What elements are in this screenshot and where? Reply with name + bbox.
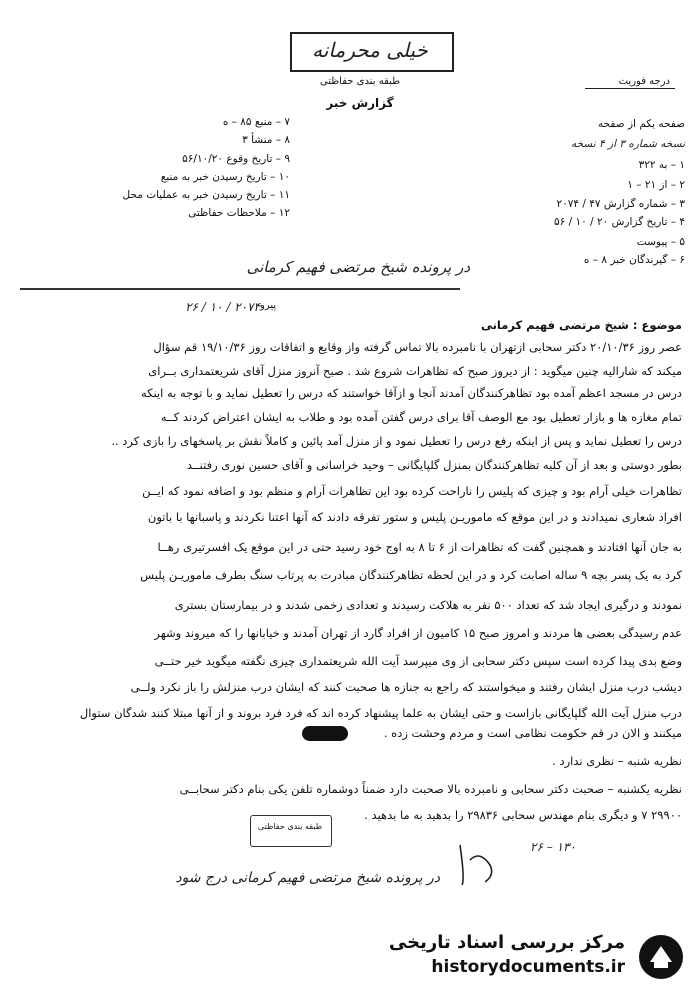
analysis-line: نظریه شنبه – نظری ندارد . [552, 754, 682, 768]
field-attachment: ۵ – پیوست [636, 236, 685, 248]
divider-line [20, 288, 460, 290]
body-line: دیشب درب منزل ایشان رفتند و میخواستند که راجع به جنازه ها صحبت کنند که ایشان درب منزلش را باز نکرد ولــی [130, 680, 682, 694]
handwritten-signature [450, 840, 510, 890]
subject-value: شیخ مرتضی فهیم کرمانی [480, 318, 629, 332]
body-line: بطور دوستی و بعد از آن کلیه تظاهرکنندگان بمنزل گلپایگانی – وحید خراسانی و آقای حسین نوری رفتنــد [186, 458, 682, 472]
field-date-to-source: ۱۰ – تاریخ رسیدن خبر به منبع [160, 171, 290, 183]
field-page: صفحه یکم از صفحه [598, 118, 685, 130]
summary-line: ۲۹۹۰۰ ۷ و دیگری بنام مهندس سحابی ۲۹۸۳۶ را بدهید به ما بدهید . [364, 808, 682, 822]
handwritten-file-note: در پرونده شیخ مرتضی فهیم کرمانی [246, 258, 470, 276]
body-line: عدم رسیدگی بعضی ها مردند و امروز صبح ۱۵ کامیون از افراد گارد از تهران آمدند و خیابانها را که میروند وشهر [154, 626, 682, 640]
field-origin: ۸ – منشأ ۳ [242, 134, 290, 146]
body-line: افراد شعاری نمیدادند و در این موقع که ماموریـن پلیس و ستور تفرقه دادند که آنها اعتنا نکردند و پاسبانها با باتون [147, 510, 682, 524]
field-report-number: ۳ – شماره گزارش ۴۷ / ۲۰۷۴ [556, 198, 685, 210]
archive-url[interactable]: historydocuments.ir [431, 957, 625, 977]
body-line: تمام مغازه ها و بازار تعطیل بود مع الوصف آقا برای درس گفتن آمده بود و طلاب به ایشان اعتراض کردند کــه [160, 410, 682, 424]
handwritten-numbers: ۲۶ – ۱۳۰ [530, 840, 576, 854]
handwritten-footer-note: در پرونده شیخ مرتضی فهیم کرمانی درج شود [175, 870, 440, 886]
urgency-divider [585, 88, 675, 89]
body-line: میکند که شارالیه چنین میگوید : از دیروز صبح که تظاهرات شروع شد . صبح آنروز منزل آقای شریعتمداری بــرای [148, 364, 682, 378]
reference-label: پیرو [260, 300, 277, 311]
redaction-mark [302, 726, 348, 741]
body-line: وضع بدی پیدا کرده است سپس دکتر سحابی از وی میپرسد آیت الله شریعتمداری چیزی نگفته میگوید خیر حتــی [154, 654, 682, 668]
security-class-label: طبقه بندی حفاظتی [319, 76, 401, 87]
body-line: میکنند و الان در قم حکومت نظامی است و مردم وحشت زده . [383, 726, 682, 740]
field-source: ۷ – منبع ۸۵ – ه [222, 116, 290, 128]
classification-stamp-text: خیلی محرمانه [312, 38, 428, 62]
report-title: گزارش خبر [326, 96, 394, 110]
subject-label: موضوع : شیخ مرتضی فهیم کرمانی [480, 318, 682, 332]
field-to: ۱ – به ۳۲۲ [638, 159, 685, 171]
body-line: عصر روز ۲۰/۱۰/۳۶ دکتر سحابی ازتهران با نامبرده بالا تماس گرفته واز وقایع و اتفاقات روز ۱۹/۱۰/۳۶ قم سؤال [153, 340, 682, 354]
body-line: درس در مسجد اعظم آمده بود تظاهرکنندگان آمدند آنجا و ازآقا خواستند که درس را تعطیل نماید و با توجه به اینکه [140, 386, 682, 400]
field-copy-number: نسخه شماره ۳ از ۴ نسخه [570, 138, 685, 150]
field-security-notes: ۱۲ – ملاحظات حفاظتی [188, 207, 290, 219]
body-line: نمودند و درگیری ایجاد شد که تعداد ۵۰۰ نفر به هلاکت رسیدند و تعدادی زخمی شدند و در بیمارستان بستری [174, 598, 682, 612]
urgency-label: درجه فوریت [618, 76, 670, 87]
archive-logo-icon [636, 932, 686, 982]
field-from: ۲ – از ۲۱ – ۱ [627, 179, 685, 191]
body-line: درب منزل آیت الله گلپایگانی بازاست و حتی ایشان به علما پیشنهاد کرده اند که فرد فرد بروند و از آنها مبتلا کنند شدگان ستوال [79, 706, 682, 720]
field-report-date: ۴ – تاریخ گزارش ۲۰ / ۱۰ / ۵۶ [553, 216, 685, 228]
summary-line: نظریه یکشنبه – صحبت دکتر سحابی و نامبرده بالا صحبت دارد ضمناً دوشماره تلفن یکی بنام دکتر سحابــی [179, 782, 682, 796]
body-line: به جان آنها افتادند و همچنین گفت که تظاهرات از ۶ تا ۸ به اوج خود رسید حتی در این موقع یک افسرتیری رهــا [157, 540, 682, 554]
field-recipients: ۶ – گیرندگان خبر ۸ – ه [583, 254, 685, 266]
subject-label-text: موضوع [641, 318, 682, 332]
body-line: تظاهرات خیلی آرام بود و چیزی که پلیس را ناراحت کرده بود این تظاهرات آرام و منظم بود و اضافه نمود که ایــن [142, 484, 682, 498]
small-classification-stamp [250, 815, 332, 847]
body-line: کرد به یک پسر بچه ۹ ساله اصابت کرد و در این لحظه تظاهرکنندگان مبادرت به پرتاب سنگ بطرف ماموریـن پلیس [140, 568, 682, 582]
body-line: درس را تعطیل نماید و پس از اینکه رفع درس را تعطیل نمود و از منزل آمد پائین و کاملاً نقش بر پاسخهای را بازی کرد .. [111, 434, 682, 448]
small-stamp-text: طبقه بندی حفاظتی [257, 822, 323, 831]
field-date-to-operations: ۱۱ – تاریخ رسیدن خبر به عملیات محل [122, 189, 290, 201]
signature-icon [450, 840, 510, 890]
archive-title: مرکز بررسی اسناد تاریخی [388, 932, 625, 953]
reference-value: ۲۶ / ۱۰ / ۲۰۷۴ [185, 300, 260, 314]
field-event-date: ۹ – تاریخ وقوع ۵۶/۱۰/۲۰ [182, 153, 290, 165]
